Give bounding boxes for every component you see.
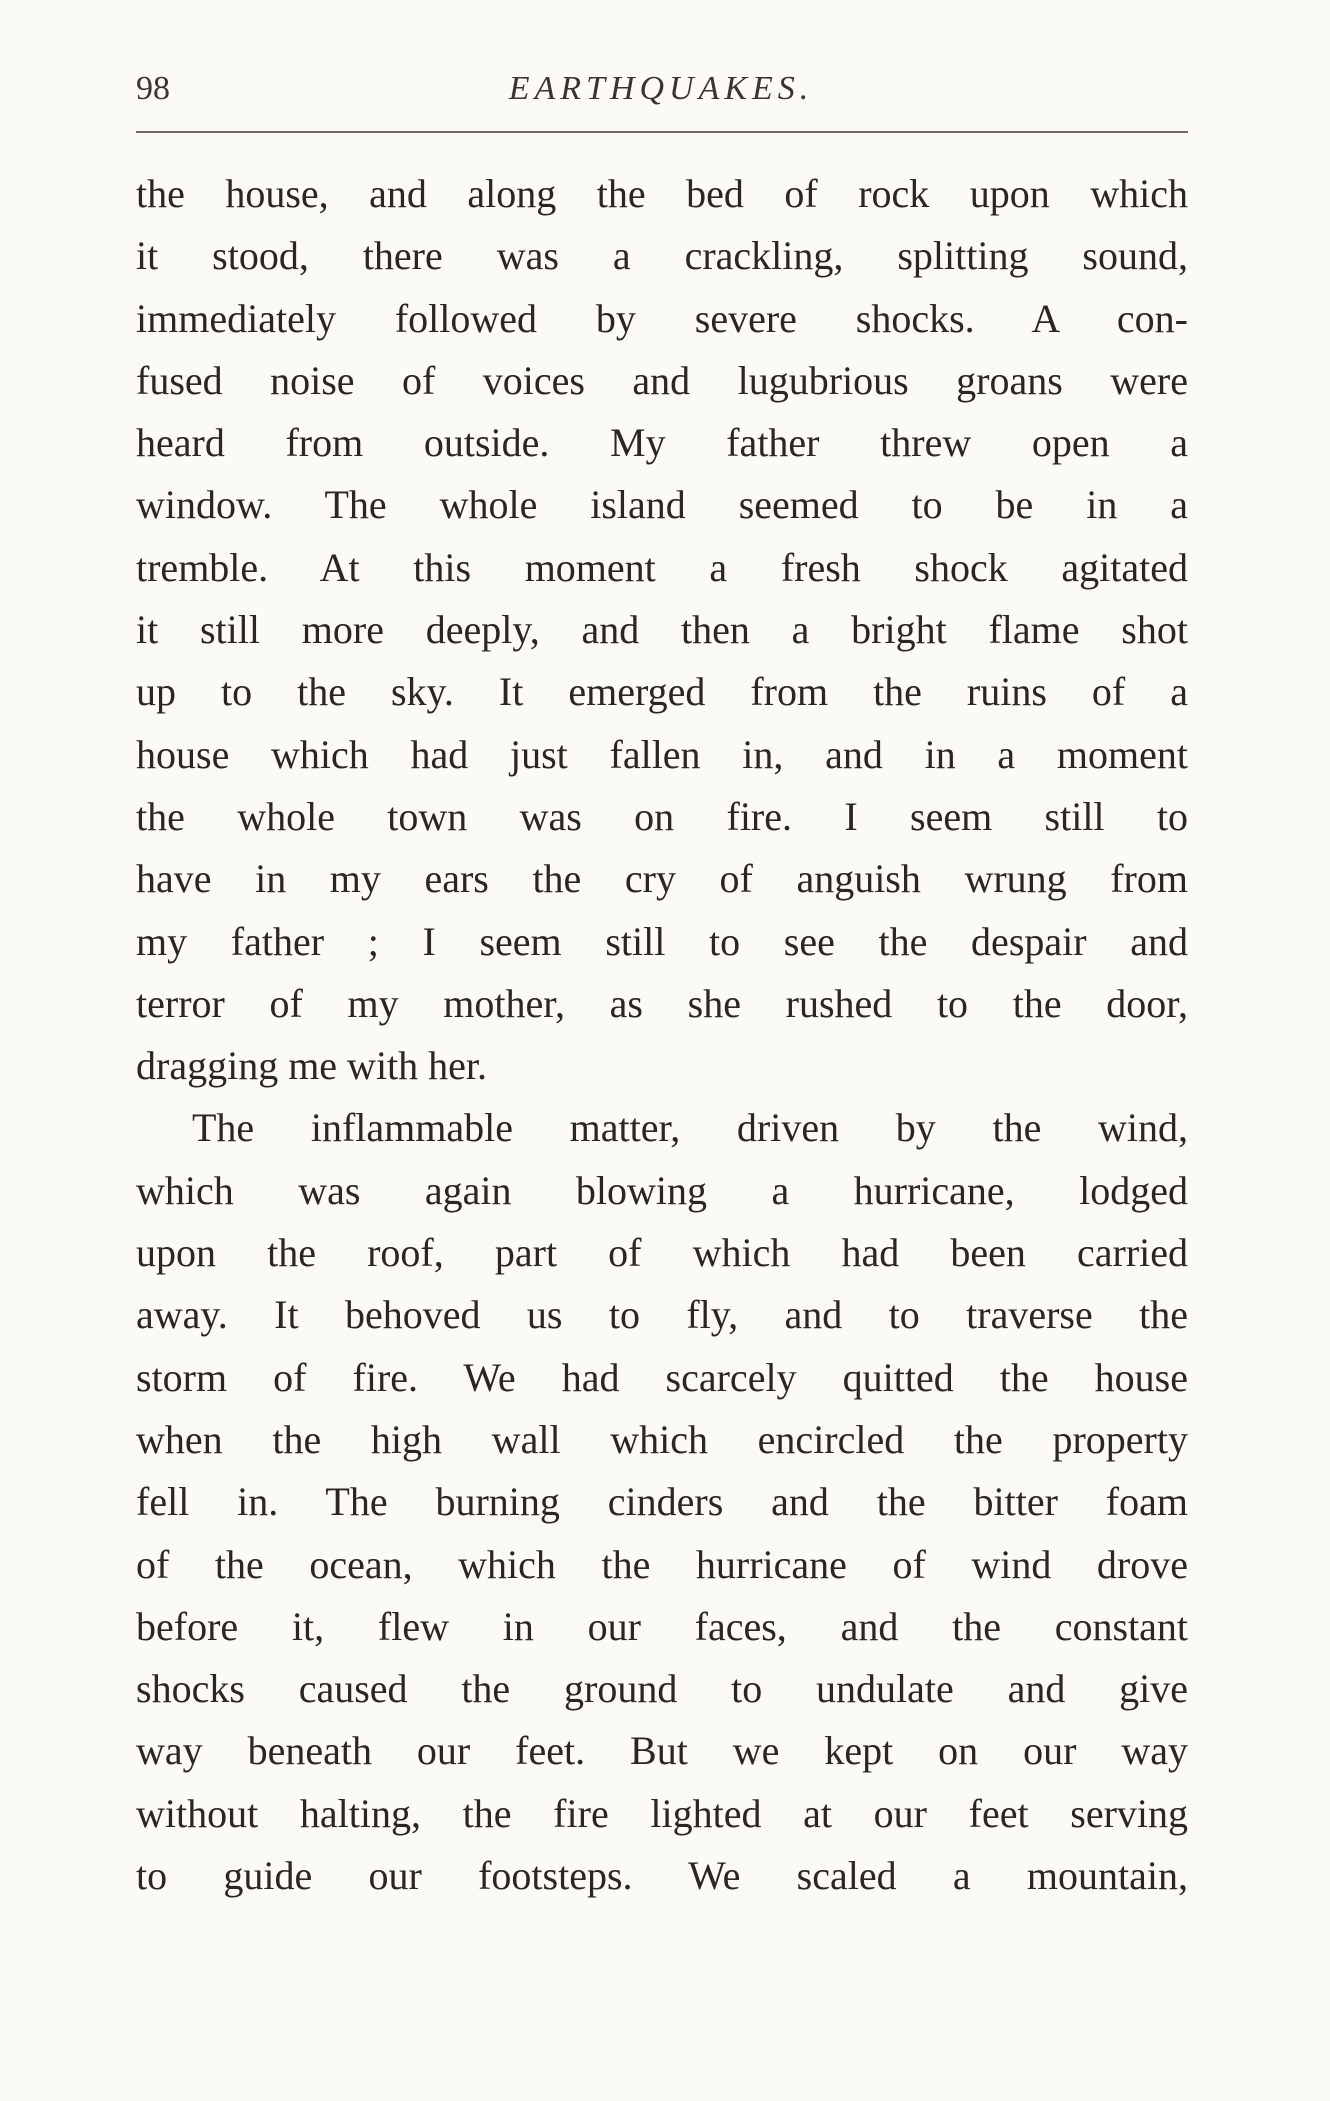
text-line: to guide our footsteps. We scaled a mountain, [136, 1853, 1188, 1899]
text-line: have in my ears the cry of anguish wrung from [136, 856, 1188, 902]
text-line: The inflammable matter, driven by the wind, [192, 1105, 1188, 1151]
text-line: away. It behoved us to fly, and to traverse the [136, 1292, 1188, 1338]
text-line: heard from outside. My father threw open a [136, 420, 1188, 466]
text-line: tremble. At this moment a fresh shock agitated [136, 544, 1188, 590]
text-line: window. The whole island seemed to be in a [136, 482, 1188, 528]
page-header [136, 64, 1186, 114]
text-line: my father ; I seem still to see the despair and [136, 918, 1188, 964]
text-line: fused noise of voices and lugubrious groans were [136, 357, 1188, 403]
paragraph [136, 163, 1188, 1097]
text-line: it stood, there was a crackling, splitting sound, [136, 233, 1188, 279]
text-line: it still more deeply, and then a bright flame shot [136, 607, 1188, 653]
text-line: before it, flew in our faces, and the constant [136, 1603, 1188, 1649]
text-line: storm of fire. We had scarcely quitted the house [136, 1354, 1188, 1400]
body-text [136, 163, 1188, 1907]
header-rule [136, 131, 1188, 133]
text-line: the house, and along the bed of rock upon which [136, 171, 1188, 216]
page-number: 98 [136, 70, 170, 107]
text-line: without halting, the fire lighted at our feet serving [136, 1790, 1188, 1836]
text-line: fell in. The burning cinders and the bitter foam [136, 1479, 1188, 1525]
text-line: terror of my mother, as she rushed to the door, [136, 980, 1188, 1026]
text-line: house which had just fallen in, and in a moment [136, 731, 1188, 777]
text-line: of the ocean, which the hurricane of wind drove [136, 1541, 1188, 1587]
text-line: upon the roof, part of which had been carried [136, 1230, 1188, 1276]
text-line: immediately followed by severe shocks. A con- [136, 295, 1188, 341]
text-line: which was again blowing a hurricane, lodged [136, 1167, 1188, 1213]
text-line: shocks caused the ground to undulate and give [136, 1666, 1188, 1712]
paragraph [136, 1097, 1188, 1907]
text-line: way beneath our feet. But we kept on our way [136, 1728, 1188, 1774]
text-line: when the high wall which encircled the property [136, 1416, 1188, 1462]
text-line: the whole town was on fire. I seem still to [136, 793, 1188, 839]
text-line: up to the sky. It emerged from the ruins of a [136, 669, 1188, 715]
text-line: dragging me with her. [136, 1043, 488, 1089]
running-title: EARTHQUAKES. [508, 70, 814, 107]
